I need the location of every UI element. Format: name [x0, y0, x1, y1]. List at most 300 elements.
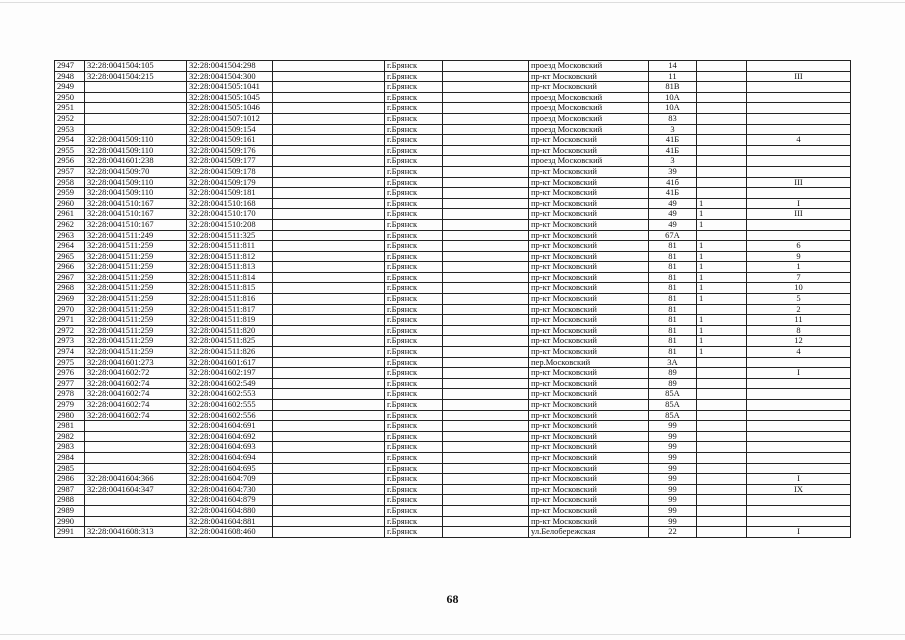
- scan-artifact-top: [0, 2, 905, 3]
- cadastral-number: 32:28:0041511:819: [187, 315, 273, 326]
- row-number: 2970: [55, 304, 85, 315]
- premise-number: [747, 463, 851, 474]
- house-number: 81: [649, 241, 697, 252]
- city-cell: г.Брянск: [385, 484, 443, 495]
- floor-flag: [697, 516, 747, 527]
- street-cell: пр-кт Московский: [529, 198, 649, 209]
- old-cadastral-number: 32:28:0041509:110: [85, 177, 187, 188]
- table-row: [55, 82, 851, 93]
- premise-number: [747, 219, 851, 230]
- floor-flag: 1: [697, 294, 747, 305]
- table-row: [55, 315, 851, 326]
- old-cadastral-number: 32:28:0041509:70: [85, 166, 187, 177]
- floor-flag: [697, 103, 747, 114]
- table-row: [55, 230, 851, 241]
- premise-number: I: [747, 198, 851, 209]
- empty-cell: [273, 262, 385, 273]
- row-number: 2953: [55, 124, 85, 135]
- floor-flag: [697, 527, 747, 538]
- house-number: 99: [649, 484, 697, 495]
- house-number: 3: [649, 156, 697, 167]
- row-number: 2981: [55, 421, 85, 432]
- house-number: 81: [649, 347, 697, 358]
- empty-cell: [443, 219, 529, 230]
- cadastral-number: 32:28:0041604:692: [187, 431, 273, 442]
- old-cadastral-number: [85, 463, 187, 474]
- empty-cell: [443, 389, 529, 400]
- empty-cell: [443, 410, 529, 421]
- empty-cell: [443, 484, 529, 495]
- city-cell: г.Брянск: [385, 71, 443, 82]
- empty-cell: [443, 198, 529, 209]
- empty-cell: [443, 400, 529, 411]
- premise-number: [747, 357, 851, 368]
- table-row: [55, 71, 851, 82]
- row-number: 2949: [55, 82, 85, 93]
- table-row: [55, 389, 851, 400]
- city-cell: г.Брянск: [385, 262, 443, 273]
- city-cell: г.Брянск: [385, 304, 443, 315]
- city-cell: г.Брянск: [385, 145, 443, 156]
- city-cell: г.Брянск: [385, 463, 443, 474]
- city-cell: г.Брянск: [385, 209, 443, 220]
- empty-cell: [443, 294, 529, 305]
- table-row: [55, 156, 851, 167]
- row-number: 2948: [55, 71, 85, 82]
- house-number: 99: [649, 463, 697, 474]
- house-number: 99: [649, 431, 697, 442]
- street-cell: пр-кт Московский: [529, 283, 649, 294]
- row-number: 2952: [55, 113, 85, 124]
- empty-cell: [273, 495, 385, 506]
- empty-cell: [443, 156, 529, 167]
- premise-number: 5: [747, 294, 851, 305]
- premise-number: [747, 410, 851, 421]
- old-cadastral-number: 32:28:0041601:273: [85, 357, 187, 368]
- premise-number: I: [747, 368, 851, 379]
- old-cadastral-number: 32:28:0041511:259: [85, 304, 187, 315]
- empty-cell: [273, 505, 385, 516]
- house-number: 99: [649, 442, 697, 453]
- row-number: 2984: [55, 452, 85, 463]
- empty-cell: [443, 283, 529, 294]
- premise-number: 4: [747, 347, 851, 358]
- cadastral-number: 32:28:0041505:1045: [187, 92, 273, 103]
- empty-cell: [273, 357, 385, 368]
- house-number: 81: [649, 336, 697, 347]
- street-cell: проезд Московский: [529, 124, 649, 135]
- empty-cell: [443, 209, 529, 220]
- house-number: 49: [649, 219, 697, 230]
- floor-flag: [697, 495, 747, 506]
- city-cell: г.Брянск: [385, 219, 443, 230]
- floor-flag: 1: [697, 272, 747, 283]
- city-cell: г.Брянск: [385, 442, 443, 453]
- cadastral-number: 32:28:0041604:691: [187, 421, 273, 432]
- empty-cell: [273, 188, 385, 199]
- house-number: 67А: [649, 230, 697, 241]
- premise-number: [747, 452, 851, 463]
- house-number: 81В: [649, 82, 697, 93]
- premise-number: [747, 61, 851, 72]
- empty-cell: [273, 474, 385, 485]
- house-number: 81: [649, 325, 697, 336]
- city-cell: г.Брянск: [385, 347, 443, 358]
- house-number: 41Б: [649, 145, 697, 156]
- floor-flag: [697, 166, 747, 177]
- house-number: 99: [649, 452, 697, 463]
- cadastral-number: 32:28:0041509:176: [187, 145, 273, 156]
- empty-cell: [443, 347, 529, 358]
- cadastral-number: 32:28:0041604:879: [187, 495, 273, 506]
- table-row: [55, 166, 851, 177]
- cadastral-number: 32:28:0041604:709: [187, 474, 273, 485]
- table-row: [55, 378, 851, 389]
- scan-artifact-bottom: [0, 634, 905, 635]
- old-cadastral-number: 32:28:0041509:110: [85, 145, 187, 156]
- empty-cell: [443, 474, 529, 485]
- empty-cell: [443, 516, 529, 527]
- house-number: 81: [649, 304, 697, 315]
- street-cell: пр-кт Московский: [529, 209, 649, 220]
- row-number: 2962: [55, 219, 85, 230]
- table-row: [55, 251, 851, 262]
- cadastral-number: 32:28:0041604:693: [187, 442, 273, 453]
- city-cell: г.Брянск: [385, 103, 443, 114]
- street-cell: пр-кт Московский: [529, 188, 649, 199]
- old-cadastral-number: [85, 82, 187, 93]
- old-cadastral-number: [85, 431, 187, 442]
- old-cadastral-number: [85, 113, 187, 124]
- row-number: 2977: [55, 378, 85, 389]
- old-cadastral-number: [85, 452, 187, 463]
- floor-flag: [697, 177, 747, 188]
- street-cell: пр-кт Московский: [529, 251, 649, 262]
- old-cadastral-number: [85, 421, 187, 432]
- city-cell: г.Брянск: [385, 198, 443, 209]
- row-number: 2983: [55, 442, 85, 453]
- cadastral-number: 32:28:0041507:1012: [187, 113, 273, 124]
- floor-flag: [697, 421, 747, 432]
- old-cadastral-number: [85, 442, 187, 453]
- empty-cell: [443, 71, 529, 82]
- table-row: [55, 516, 851, 527]
- premise-number: [747, 92, 851, 103]
- old-cadastral-number: 32:28:0041509:110: [85, 135, 187, 146]
- street-cell: пр-кт Московский: [529, 145, 649, 156]
- row-number: 2972: [55, 325, 85, 336]
- empty-cell: [273, 378, 385, 389]
- empty-cell: [273, 368, 385, 379]
- empty-cell: [443, 336, 529, 347]
- old-cadastral-number: 32:28:0041511:259: [85, 294, 187, 305]
- empty-cell: [443, 166, 529, 177]
- premise-number: [747, 113, 851, 124]
- cadastral-number: 32:28:0041511:817: [187, 304, 273, 315]
- old-cadastral-number: 32:28:0041511:259: [85, 325, 187, 336]
- floor-flag: 1: [697, 262, 747, 273]
- floor-flag: 1: [697, 209, 747, 220]
- premise-number: 6: [747, 241, 851, 252]
- empty-cell: [443, 463, 529, 474]
- premise-number: [747, 421, 851, 432]
- empty-cell: [443, 262, 529, 273]
- cadastral-number: 32:28:0041509:161: [187, 135, 273, 146]
- old-cadastral-number: 32:28:0041511:259: [85, 251, 187, 262]
- table-row: [55, 283, 851, 294]
- house-number: 39: [649, 166, 697, 177]
- floor-flag: [697, 389, 747, 400]
- street-cell: пр-кт Московский: [529, 135, 649, 146]
- page-number: 68: [446, 592, 459, 606]
- house-number: 89: [649, 378, 697, 389]
- empty-cell: [273, 71, 385, 82]
- table-row: [55, 495, 851, 506]
- empty-cell: [443, 368, 529, 379]
- floor-flag: [697, 400, 747, 411]
- house-number: 81: [649, 294, 697, 305]
- row-number: 2966: [55, 262, 85, 273]
- empty-cell: [443, 92, 529, 103]
- table-row: [55, 463, 851, 474]
- house-number: 41б: [649, 177, 697, 188]
- table-row: [55, 272, 851, 283]
- row-number: 2955: [55, 145, 85, 156]
- old-cadastral-number: 32:28:0041511:259: [85, 347, 187, 358]
- house-number: 11: [649, 71, 697, 82]
- table-row: [55, 336, 851, 347]
- floor-flag: [697, 378, 747, 389]
- city-cell: г.Брянск: [385, 124, 443, 135]
- premise-number: 2: [747, 304, 851, 315]
- empty-cell: [443, 421, 529, 432]
- row-number: 2985: [55, 463, 85, 474]
- row-number: 2956: [55, 156, 85, 167]
- premise-number: [747, 188, 851, 199]
- old-cadastral-number: 32:28:0041510:167: [85, 198, 187, 209]
- street-cell: проезд Московский: [529, 103, 649, 114]
- empty-cell: [443, 452, 529, 463]
- cadastral-number: 32:28:0041511:811: [187, 241, 273, 252]
- old-cadastral-number: 32:28:0041511:259: [85, 262, 187, 273]
- premise-number: [747, 389, 851, 400]
- house-number: 85А: [649, 389, 697, 400]
- empty-cell: [273, 315, 385, 326]
- empty-cell: [443, 495, 529, 506]
- cadastral-number: 32:28:0041504:300: [187, 71, 273, 82]
- old-cadastral-number: 32:28:0041511:259: [85, 241, 187, 252]
- city-cell: г.Брянск: [385, 92, 443, 103]
- table-row: [55, 304, 851, 315]
- city-cell: г.Брянск: [385, 505, 443, 516]
- house-number: 81: [649, 272, 697, 283]
- cadastral-number: 32:28:0041511:325: [187, 230, 273, 241]
- row-number: 2961: [55, 209, 85, 220]
- street-cell: проезд Московский: [529, 92, 649, 103]
- street-cell: пр-кт Московский: [529, 241, 649, 252]
- old-cadastral-number: [85, 516, 187, 527]
- floor-flag: [697, 368, 747, 379]
- empty-cell: [273, 421, 385, 432]
- row-number: 2951: [55, 103, 85, 114]
- old-cadastral-number: 32:28:0041509:110: [85, 188, 187, 199]
- premise-number: [747, 431, 851, 442]
- premise-number: 8: [747, 325, 851, 336]
- cadastral-number: 32:28:0041509:181: [187, 188, 273, 199]
- premise-number: I: [747, 527, 851, 538]
- table-row: [55, 294, 851, 305]
- floor-flag: [697, 484, 747, 495]
- empty-cell: [443, 177, 529, 188]
- old-cadastral-number: 32:28:0041510:167: [85, 209, 187, 220]
- table-row: [55, 442, 851, 453]
- table-row: [55, 431, 851, 442]
- old-cadastral-number: 32:28:0041602:74: [85, 389, 187, 400]
- city-cell: г.Брянск: [385, 421, 443, 432]
- city-cell: г.Брянск: [385, 82, 443, 93]
- old-cadastral-number: [85, 92, 187, 103]
- empty-cell: [443, 124, 529, 135]
- empty-cell: [273, 463, 385, 474]
- empty-cell: [443, 272, 529, 283]
- floor-flag: [697, 452, 747, 463]
- street-cell: ул.Белобережская: [529, 527, 649, 538]
- street-cell: пр-кт Московский: [529, 304, 649, 315]
- floor-flag: [697, 505, 747, 516]
- empty-cell: [273, 484, 385, 495]
- empty-cell: [273, 325, 385, 336]
- premise-number: [747, 156, 851, 167]
- cadastral-number: 32:28:0041602:555: [187, 400, 273, 411]
- street-cell: пр-кт Московский: [529, 389, 649, 400]
- house-number: 10А: [649, 103, 697, 114]
- row-number: 2965: [55, 251, 85, 262]
- house-number: 85А: [649, 410, 697, 421]
- table-row: [55, 347, 851, 358]
- table-row: [55, 484, 851, 495]
- empty-cell: [273, 336, 385, 347]
- floor-flag: [697, 156, 747, 167]
- row-number: 2960: [55, 198, 85, 209]
- street-cell: пр-кт Московский: [529, 463, 649, 474]
- empty-cell: [443, 431, 529, 442]
- empty-cell: [443, 241, 529, 252]
- empty-cell: [273, 452, 385, 463]
- empty-cell: [273, 241, 385, 252]
- street-cell: пр-кт Московский: [529, 421, 649, 432]
- cadastral-number: 32:28:0041505:1046: [187, 103, 273, 114]
- table-row: [55, 219, 851, 230]
- premise-number: IX: [747, 484, 851, 495]
- empty-cell: [273, 389, 385, 400]
- property-register-table: [54, 60, 851, 538]
- house-number: 81: [649, 262, 697, 273]
- floor-flag: [697, 61, 747, 72]
- street-cell: пр-кт Московский: [529, 177, 649, 188]
- old-cadastral-number: 32:28:0041602:72: [85, 368, 187, 379]
- city-cell: г.Брянск: [385, 378, 443, 389]
- empty-cell: [273, 156, 385, 167]
- cadastral-number: 32:28:0041511:814: [187, 272, 273, 283]
- city-cell: г.Брянск: [385, 410, 443, 421]
- empty-cell: [443, 325, 529, 336]
- house-number: 3: [649, 124, 697, 135]
- city-cell: г.Брянск: [385, 495, 443, 506]
- premise-number: [747, 166, 851, 177]
- old-cadastral-number: 32:28:0041602:74: [85, 410, 187, 421]
- row-number: 2986: [55, 474, 85, 485]
- city-cell: г.Брянск: [385, 368, 443, 379]
- cadastral-number: 32:28:0041511:812: [187, 251, 273, 262]
- empty-cell: [273, 113, 385, 124]
- empty-cell: [443, 357, 529, 368]
- old-cadastral-number: 32:28:0041602:74: [85, 400, 187, 411]
- street-cell: пр-кт Московский: [529, 294, 649, 305]
- old-cadastral-number: 32:28:0041504:215: [85, 71, 187, 82]
- floor-flag: 1: [697, 198, 747, 209]
- table-row: [55, 357, 851, 368]
- city-cell: г.Брянск: [385, 283, 443, 294]
- city-cell: г.Брянск: [385, 166, 443, 177]
- cadastral-number: 32:28:0041510:168: [187, 198, 273, 209]
- row-number: 2976: [55, 368, 85, 379]
- floor-flag: [697, 82, 747, 93]
- street-cell: пр-кт Московский: [529, 516, 649, 527]
- city-cell: г.Брянск: [385, 294, 443, 305]
- floor-flag: 1: [697, 315, 747, 326]
- street-cell: пр-кт Московский: [529, 347, 649, 358]
- floor-flag: [697, 474, 747, 485]
- street-cell: проезд Московский: [529, 61, 649, 72]
- register-rows: [55, 61, 851, 538]
- cadastral-number: 32:28:0041604:694: [187, 452, 273, 463]
- house-number: 99: [649, 505, 697, 516]
- cadastral-number: 32:28:0041602:549: [187, 378, 273, 389]
- row-number: 2969: [55, 294, 85, 305]
- empty-cell: [443, 135, 529, 146]
- table-row: [55, 177, 851, 188]
- city-cell: г.Брянск: [385, 135, 443, 146]
- street-cell: пр-кт Московский: [529, 495, 649, 506]
- old-cadastral-number: [85, 103, 187, 114]
- row-number: 2982: [55, 431, 85, 442]
- premise-number: [747, 505, 851, 516]
- table-row: [55, 421, 851, 432]
- table-row: [55, 505, 851, 516]
- empty-cell: [273, 431, 385, 442]
- row-number: 2964: [55, 241, 85, 252]
- floor-flag: [697, 71, 747, 82]
- cadastral-number: 32:28:0041602:556: [187, 410, 273, 421]
- empty-cell: [273, 283, 385, 294]
- row-number: 2991: [55, 527, 85, 538]
- house-number: 81: [649, 251, 697, 262]
- city-cell: г.Брянск: [385, 315, 443, 326]
- cadastral-number: 32:28:0041511:820: [187, 325, 273, 336]
- floor-flag: 1: [697, 251, 747, 262]
- empty-cell: [273, 272, 385, 283]
- empty-cell: [443, 505, 529, 516]
- street-cell: пр-кт Московский: [529, 368, 649, 379]
- street-cell: пр-кт Московский: [529, 442, 649, 453]
- empty-cell: [273, 442, 385, 453]
- floor-flag: [697, 92, 747, 103]
- city-cell: г.Брянск: [385, 452, 443, 463]
- street-cell: пр-кт Московский: [529, 166, 649, 177]
- floor-flag: 1: [697, 347, 747, 358]
- row-number: 2978: [55, 389, 85, 400]
- city-cell: г.Брянск: [385, 400, 443, 411]
